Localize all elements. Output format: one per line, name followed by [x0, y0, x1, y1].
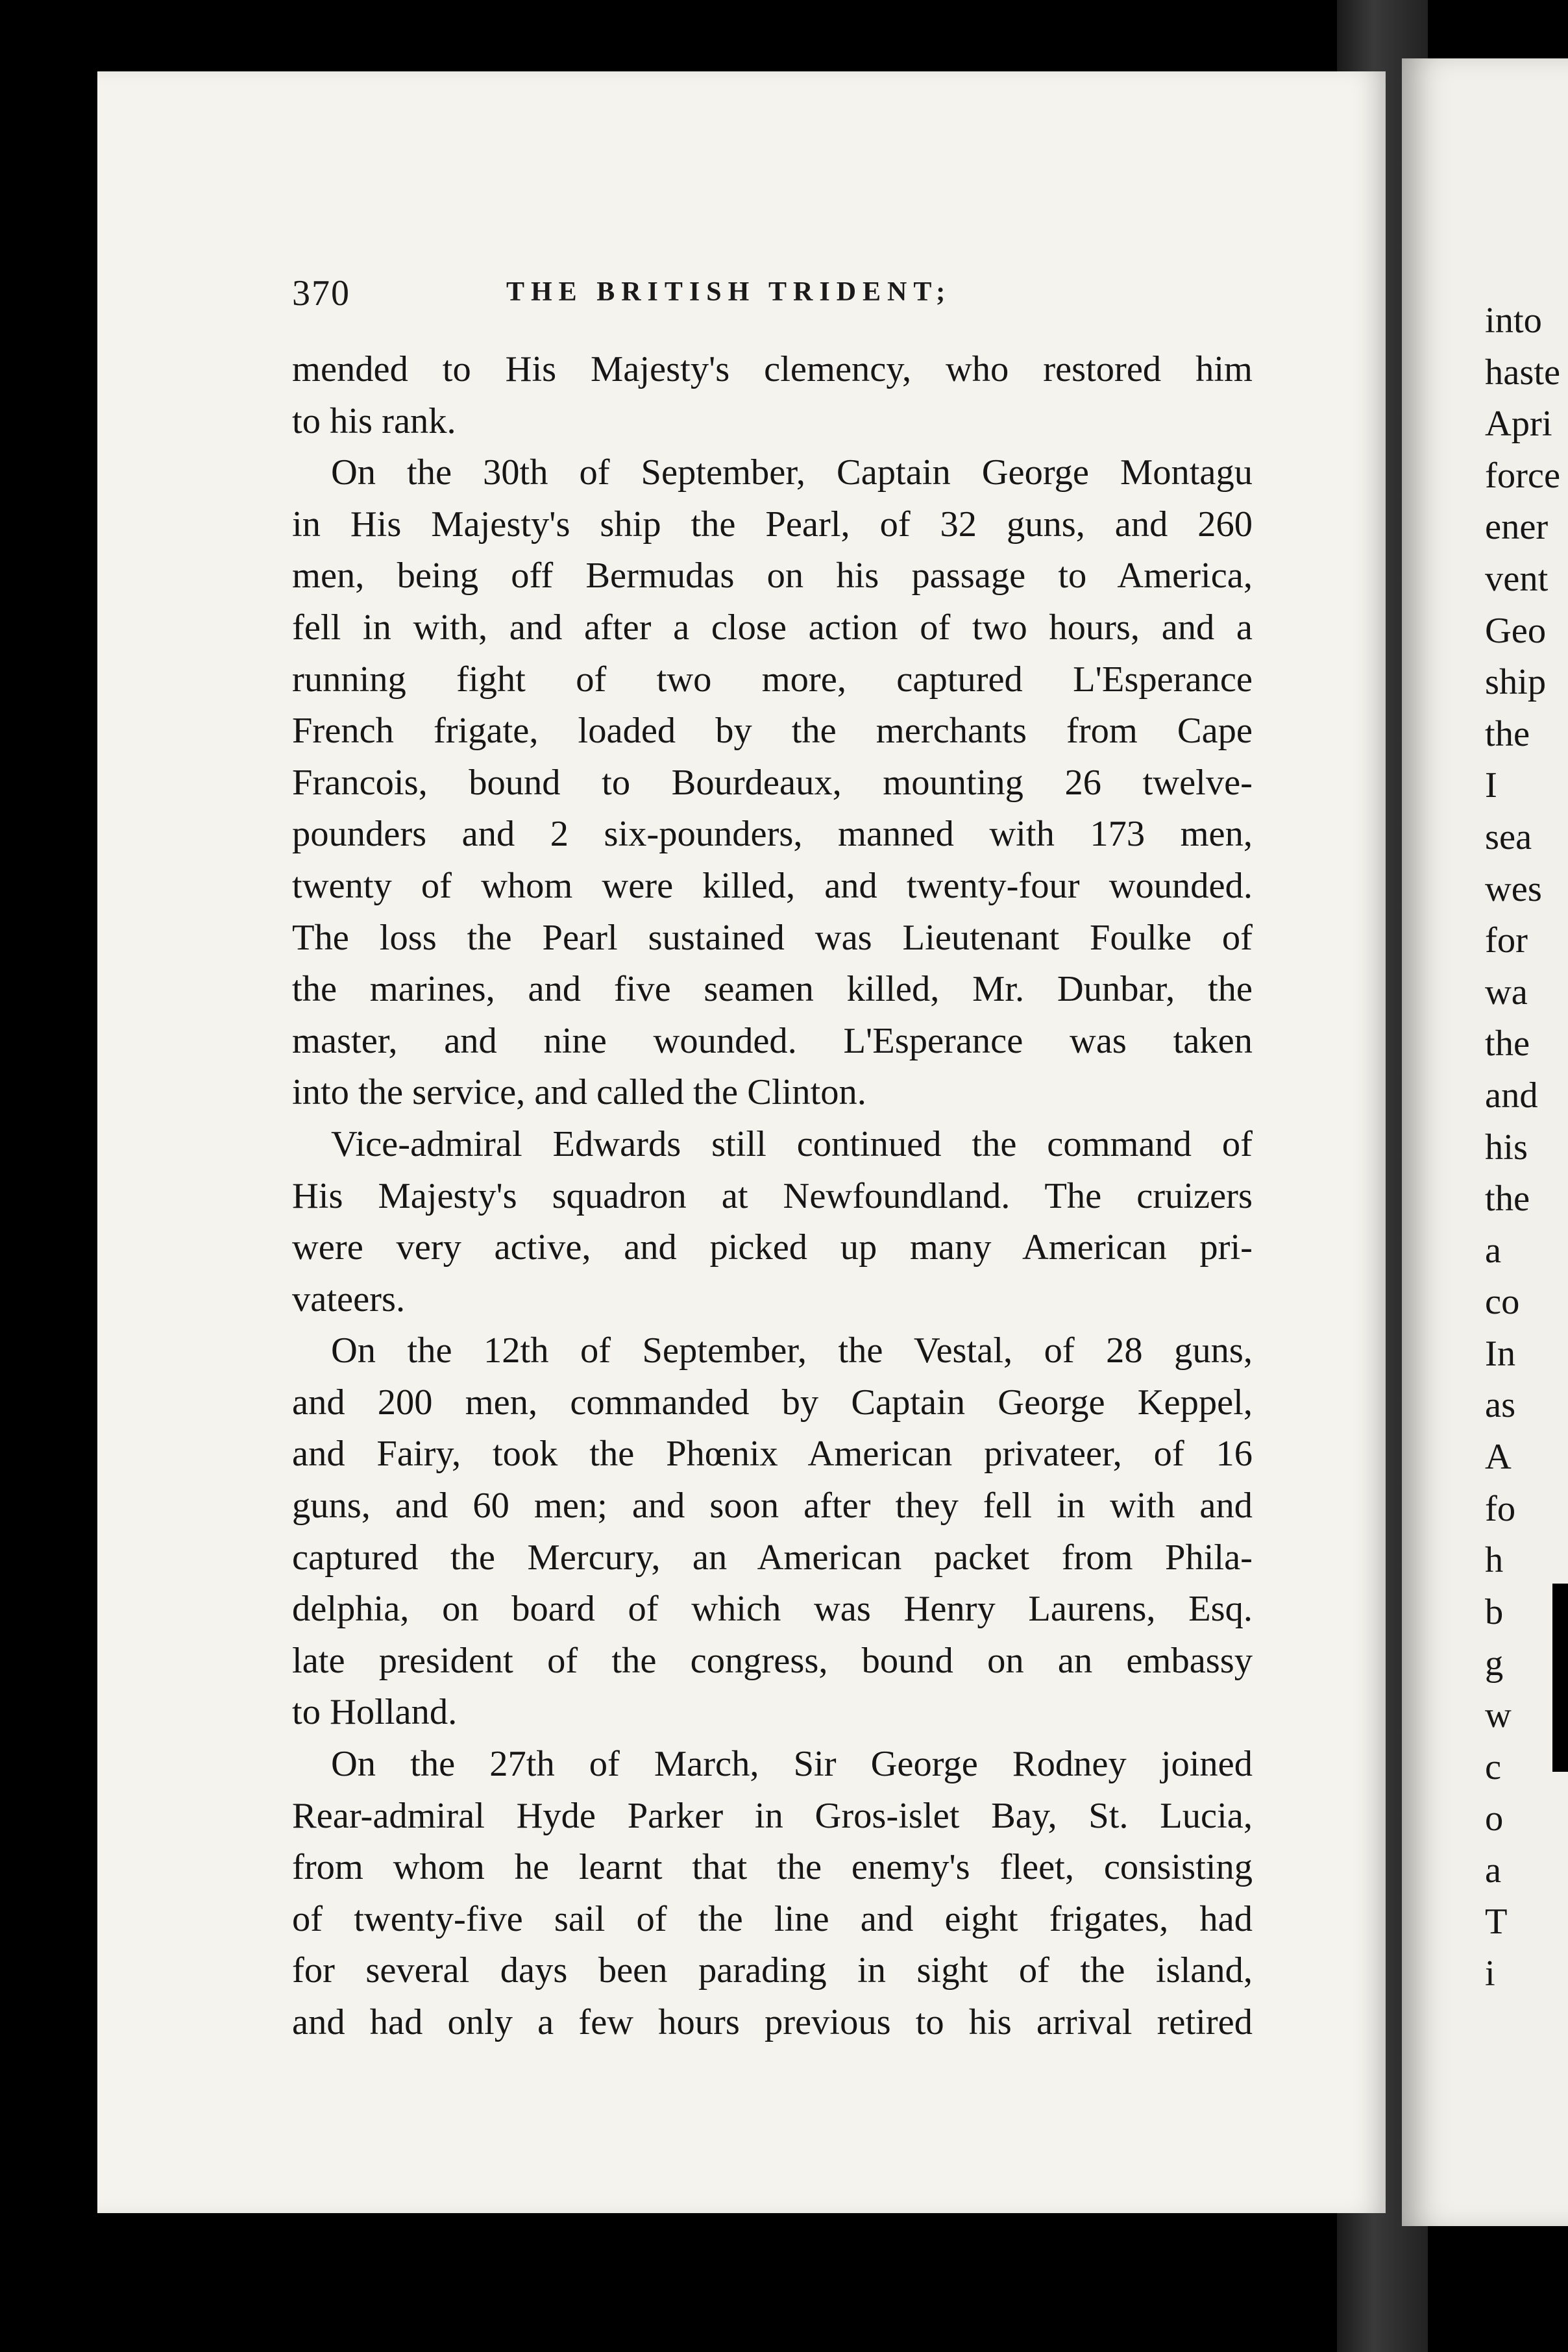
text-line: from whom he learnt that the enemy's fleet, consisting: [292, 1847, 1253, 1888]
right-page-fragment: o: [1485, 1798, 1504, 1839]
text-line: guns, and 60 men; and soon after they fell in with and: [292, 1486, 1253, 1526]
text-line: captured the Mercury, an American packet from Phila-: [292, 1537, 1253, 1578]
text-line: twenty of whom were killed, and twenty-four wounded.: [292, 865, 1253, 906]
page-edge-shadow: [1552, 1584, 1568, 1772]
right-page-fragment: i: [1485, 1954, 1495, 1994]
right-page-fragment: the: [1485, 713, 1530, 754]
right-page-fragment: into: [1485, 300, 1542, 341]
right-page-fragment: for: [1485, 920, 1528, 961]
text-line: Vice-admiral Edwards still continued the command of: [331, 1123, 1253, 1164]
right-page-fragment: c: [1485, 1746, 1502, 1787]
text-line: Rear-admiral Hyde Parker in Gros-islet Bay, St. Lucia,: [292, 1795, 1253, 1836]
right-page-fragment: sea: [1485, 816, 1532, 857]
text-line: On the 27th of March, Sir George Rodney joined: [331, 1744, 1253, 1785]
right-page-fragment: the: [1485, 1023, 1530, 1064]
text-line: for several days been parading in sight of the island,: [292, 1950, 1253, 1991]
right-page-fragment: fo: [1485, 1488, 1516, 1529]
text-line: running fight of two more, captured L'Esperance: [292, 659, 1253, 700]
right-page-fragment: b: [1485, 1591, 1504, 1632]
text-line: the marines, and five seamen killed, Mr. Dunbar, the: [292, 969, 1253, 1010]
right-page-fragment: vent: [1485, 558, 1549, 599]
text-line: pounders and 2 six-pounders, manned with 173 men,: [292, 814, 1253, 855]
right-page-fragment: ship: [1485, 662, 1547, 703]
text-line: to his rank.: [292, 400, 456, 441]
right-page-fragment: a: [1485, 1230, 1502, 1271]
right-page-fragment: haste: [1485, 352, 1561, 393]
text-line: The loss the Pearl sustained was Lieutenant Foulke of: [292, 917, 1253, 958]
right-page-fragment: w: [1485, 1695, 1512, 1736]
page-number: 370: [292, 273, 350, 313]
text-line: On the 12th of September, the Vestal, of 28 guns,: [331, 1330, 1253, 1371]
right-page-fragment: h: [1485, 1540, 1504, 1581]
text-line: and had only a few hours previous to his arrival retired: [292, 2002, 1253, 2042]
body-text: [292, 344, 1253, 2049]
right-page-fragment: co: [1485, 1282, 1520, 1323]
right-page-fragment: I: [1485, 765, 1497, 806]
text-line: and Fairy, took the Phœnix American privateer, of 16: [292, 1434, 1253, 1475]
right-page-fragment: Geo: [1485, 610, 1547, 651]
right-page-fragment: A: [1485, 1437, 1512, 1478]
right-page-fragment: his: [1485, 1127, 1528, 1168]
running-title: THE BRITISH TRIDENT;: [506, 277, 952, 307]
right-page-fragment: T: [1485, 1902, 1508, 1942]
text-line: late president of the congress, bound on an embassy: [292, 1640, 1253, 1681]
text-line: and 200 men, commanded by Captain George Keppel,: [292, 1382, 1253, 1423]
right-page-fragment: g: [1485, 1643, 1504, 1684]
right-page-fragment: Apri: [1485, 404, 1552, 445]
text-line: of twenty-five sail of the line and eight frigates, had: [292, 1898, 1253, 1939]
text-line: in His Majesty's ship the Pearl, of 32 guns, and 260: [292, 504, 1253, 545]
right-page-fragment: ener: [1485, 507, 1549, 548]
text-line: master, and nine wounded. L'Esperance was taken: [292, 1020, 1253, 1061]
text-line: His Majesty's squadron at Newfoundland. The cruizers: [292, 1175, 1253, 1216]
text-line: vateers.: [292, 1279, 406, 1319]
text-line: Francois, bound to Bourdeaux, mounting 26 twelve-: [292, 762, 1253, 803]
text-line: fell in with, and after a close action of two hours, and a: [292, 607, 1253, 648]
right-page-fragment: In: [1485, 1333, 1516, 1374]
text-line: men, being off Bermudas on his passage to America,: [292, 556, 1253, 596]
right-page-fragment: and: [1485, 1075, 1538, 1116]
text-line: delphia, on board of which was Henry Laurens, Esq.: [292, 1589, 1253, 1630]
right-page-fragment: force: [1485, 455, 1561, 496]
text-line: were very active, and picked up many American pri-: [292, 1227, 1253, 1268]
right-page-fragment: a: [1485, 1850, 1502, 1891]
right-page-fragment: wa: [1485, 972, 1528, 1012]
right-page-fragment: the: [1485, 1179, 1530, 1219]
text-line: mended to His Majesty's clemency, who restored him: [292, 349, 1253, 389]
text-line: French frigate, loaded by the merchants from Cape: [292, 711, 1253, 752]
text-line: into the service, and called the Clinton.: [292, 1072, 866, 1113]
running-head: [292, 273, 1259, 325]
text-line: to Holland.: [292, 1692, 458, 1733]
right-page-fragment: as: [1485, 1385, 1516, 1426]
text-line: On the 30th of September, Captain George Montagu: [331, 452, 1253, 493]
right-page-fragment: wes: [1485, 868, 1542, 909]
